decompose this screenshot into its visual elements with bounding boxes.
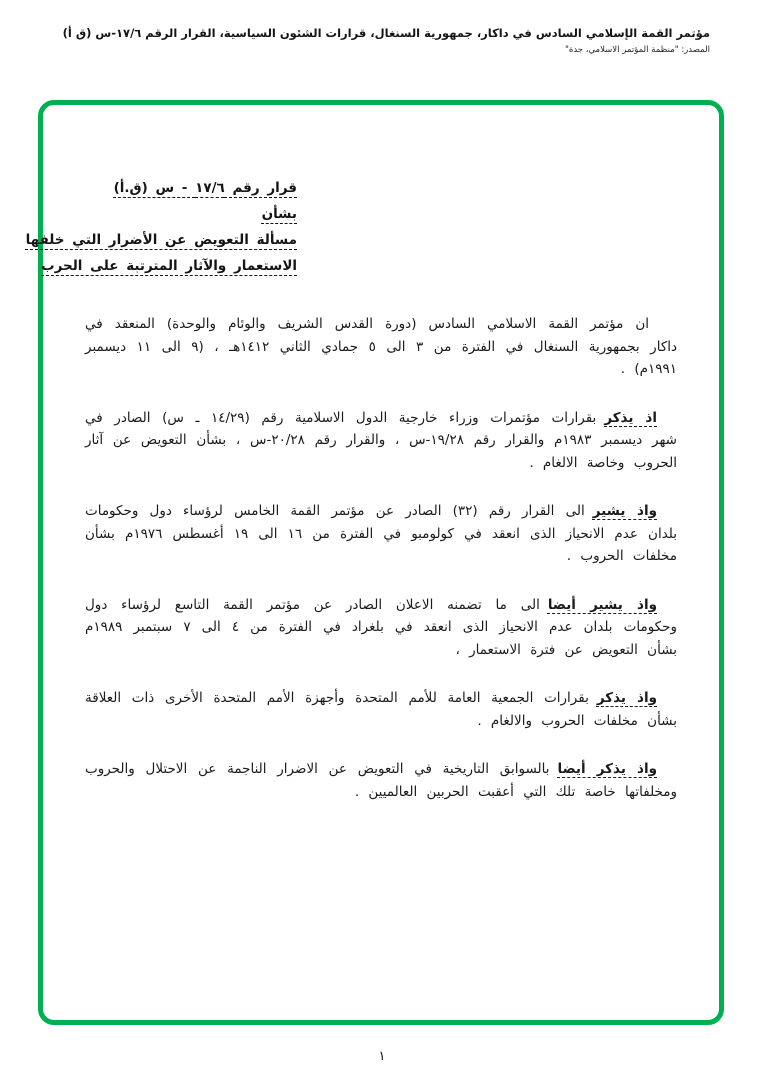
- resolution-subject-line2: الاستعمار والآثار المترتبة على الحرب: [41, 258, 297, 274]
- resolution-subject-word: بشأن: [261, 206, 297, 222]
- paragraph-lead: واذ يشير: [592, 503, 657, 519]
- document-header: [40, 26, 710, 55]
- paragraph-text: الى ما تضمنه الاعلان الصادر عن مؤتمر القمة التاسع لرؤساء دول وحكومات بلدان عدم الانحياز الذى انعقد في بلغراد في الفترة من ٤ الى ٧ سبتمبر ١٩٨٩م بشأن التعويض عن فترة الاستعمار ،: [85, 596, 677, 658]
- header-title-line: مؤتمر القمة الإسلامي السادس في داكار، جمهورية السنغال، قرارات الشئون السياسية، القرار الرقم ١٧/٦-س (ق أ): [62, 26, 710, 40]
- paragraph-text: ان مؤتمر القمة الاسلامي السادس (دورة القدس الشريف والوئام والوحدة) المنعقد في داكار بجمهورية السنغال في الفترة من ٣ الى ٥ جمادي الثاني ١٤١٢هـ ، (٩ الى ١١ ديسمبر ١٩٩١م) .: [85, 316, 678, 377]
- resolution-number-line: قرار رقم ١٧/٦ - س (ق.أ): [113, 180, 297, 196]
- paragraph-text: بالسوابق التاريخية في التعويض عن الاضرار الناجمة عن الاحتلال والحروب ومخلفاتها خاصة تلك التي أعقبت الحربين العالميين .: [85, 761, 677, 800]
- resolution-document: [25, 105, 719, 1020]
- paragraph-lead: اذ يذكر: [604, 409, 657, 426]
- header-source-line: المصدر: "منظمة المؤتمر الاسلامي، جدة": [564, 45, 710, 55]
- paragraph-recalling: [85, 407, 677, 475]
- paragraph-recalling-un: [85, 687, 677, 732]
- paragraph-referring-also: [85, 594, 677, 662]
- paragraph-text: بقرارات الجمعية العامة للأمم المتحدة وأجهزة الأمم المتحدة الأخرى ذات العلاقة بشأن مخلفات الحروب والالغام .: [85, 690, 677, 729]
- paragraph-lead: واذ يذكر: [596, 690, 658, 706]
- resolution-subject-line1: مسألة التعويض عن الأضرار التي خلفها: [25, 232, 297, 248]
- page-number: ١: [378, 1049, 386, 1064]
- scan-frame: [25, 100, 724, 1025]
- paragraph-referring: [85, 500, 677, 568]
- paragraph-preamble: [85, 313, 677, 381]
- resolution-title-block: [25, 175, 297, 279]
- paragraph-text: بقرارات مؤتمرات وزراء خارجية الدول الاسلامية رقم (١٤/٢٩ ـ س) الصادر في شهر ديسمبر ١٩٨٣م والقرار رقم ١٩/٢٨-س ، والقرار رقم ٢٠/٢٨-س ، بشأن التعويض عن آثار الحروب وخاصة الالغام .: [85, 409, 677, 471]
- paragraph-lead: واذ يذكر أيضا: [557, 761, 657, 777]
- paragraph-lead: واذ يشير أيضا: [547, 596, 657, 613]
- paragraph-text: الى القرار رقم (٣٢) الصادر عن مؤتمر القمة الخامس لرؤساء دول وحكومات بلدان عدم الانحياز الذى انعقد في كولومبو في الفترة من ١٦ الى ١٩ أغسطس ١٩٧٦م بشأن مخلفات الحروب .: [85, 503, 678, 564]
- paragraph-recalling-precedents: [85, 758, 677, 803]
